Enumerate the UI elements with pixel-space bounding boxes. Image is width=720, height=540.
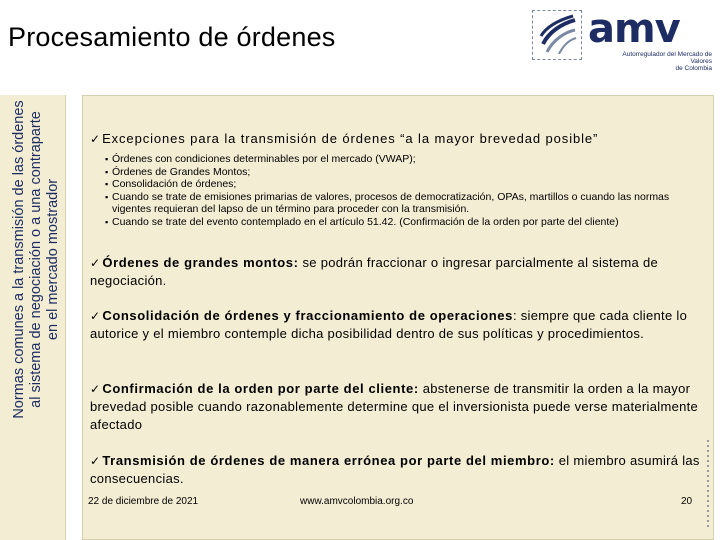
- list-item: ▪ Consolidación de órdenes;: [105, 178, 695, 191]
- consolidacion-paragraph: [90, 307, 700, 343]
- check-icon: ✓: [90, 454, 101, 468]
- footer-page-number: 20: [681, 496, 693, 507]
- sidebar-line-3: en el mercado mostrador: [44, 178, 61, 341]
- erronea-label: Transmisión de órdenes de manera errónea por parte del miembro:: [102, 453, 555, 468]
- logo-tagline-line2: de Colombia: [675, 65, 712, 72]
- consolidacion-label: Consolidación de órdenes y fraccionamiento de operaciones: [102, 308, 513, 323]
- sidebar-vertical-title: [3, 37, 69, 482]
- grandes-montos-paragraph: [90, 254, 700, 290]
- footer-date: 22 de diciembre de 2021: [88, 496, 199, 507]
- footer-url[interactable]: www.amvcolombia.org.co: [300, 496, 414, 507]
- consolidacion-text: : siempre que cada cliente lo autorice y el miembro contemple dicha posibilidad dentro de sus políticas y procedimientos.: [90, 308, 688, 341]
- logo-swirl-icon: [539, 14, 577, 54]
- confirmacion-label: Confirmación de la orden por parte del cliente:: [102, 381, 419, 396]
- logo-wordmark: amv: [588, 6, 680, 52]
- excepciones-list: [105, 153, 695, 229]
- list-item: ▪ Órdenes con condiciones determinables por el mercado (VWAP);: [105, 153, 695, 166]
- list-item: ▪ Órdenes de Grandes Montos;: [105, 166, 695, 179]
- list-item: ▪ Cuando se trate del evento contemplado en el artículo 51.42. (Confirmación de la orden por parte del cliente): [105, 216, 695, 229]
- grandes-montos-text: se podrán fraccionar o ingresar parcialmente al sistema de negociación.: [90, 255, 659, 288]
- grandes-montos-label: Órdenes de grandes montos:: [102, 255, 299, 270]
- confirmacion-text: abstenerse de transmitir la orden a la mayor brevedad posible cuando razonablemente determine que el inversionista puede verse materialmente afectado: [90, 381, 699, 432]
- confirmacion-paragraph: [90, 380, 700, 434]
- erronea-text: el miembro asumirá las consecuencias.: [90, 453, 700, 486]
- erronea-paragraph: [90, 452, 700, 488]
- page-title: Procesamiento de órdenes: [8, 22, 336, 52]
- sidebar-line-1: Normas comunes a la transmisión de las órdenes: [10, 100, 27, 419]
- amv-logo: [532, 6, 712, 72]
- decorative-divider: [704, 440, 712, 535]
- logo-tagline: [600, 51, 712, 72]
- list-item: ▪ Cuando se trate de emisiones primarias de valores, procesos de democratización, OPAs, martillos o cuando las normas vigentes requieran del lapso de un término para proceder con la transmisión.: [105, 191, 695, 216]
- sidebar-line-2: al sistema de negociación o a una contraparte: [27, 111, 44, 408]
- logo-tagline-line1: Autorregulador del Mercado de Valores: [622, 51, 712, 65]
- check-icon: ✓: [90, 256, 101, 270]
- check-icon: ✓: [90, 309, 101, 323]
- check-icon: ✓: [90, 132, 101, 146]
- excepciones-heading-text: Excepciones para la transmisión de órdenes “a la mayor brevedad posible”: [102, 131, 599, 146]
- excepciones-heading: [90, 130, 598, 148]
- check-icon: ✓: [90, 382, 101, 396]
